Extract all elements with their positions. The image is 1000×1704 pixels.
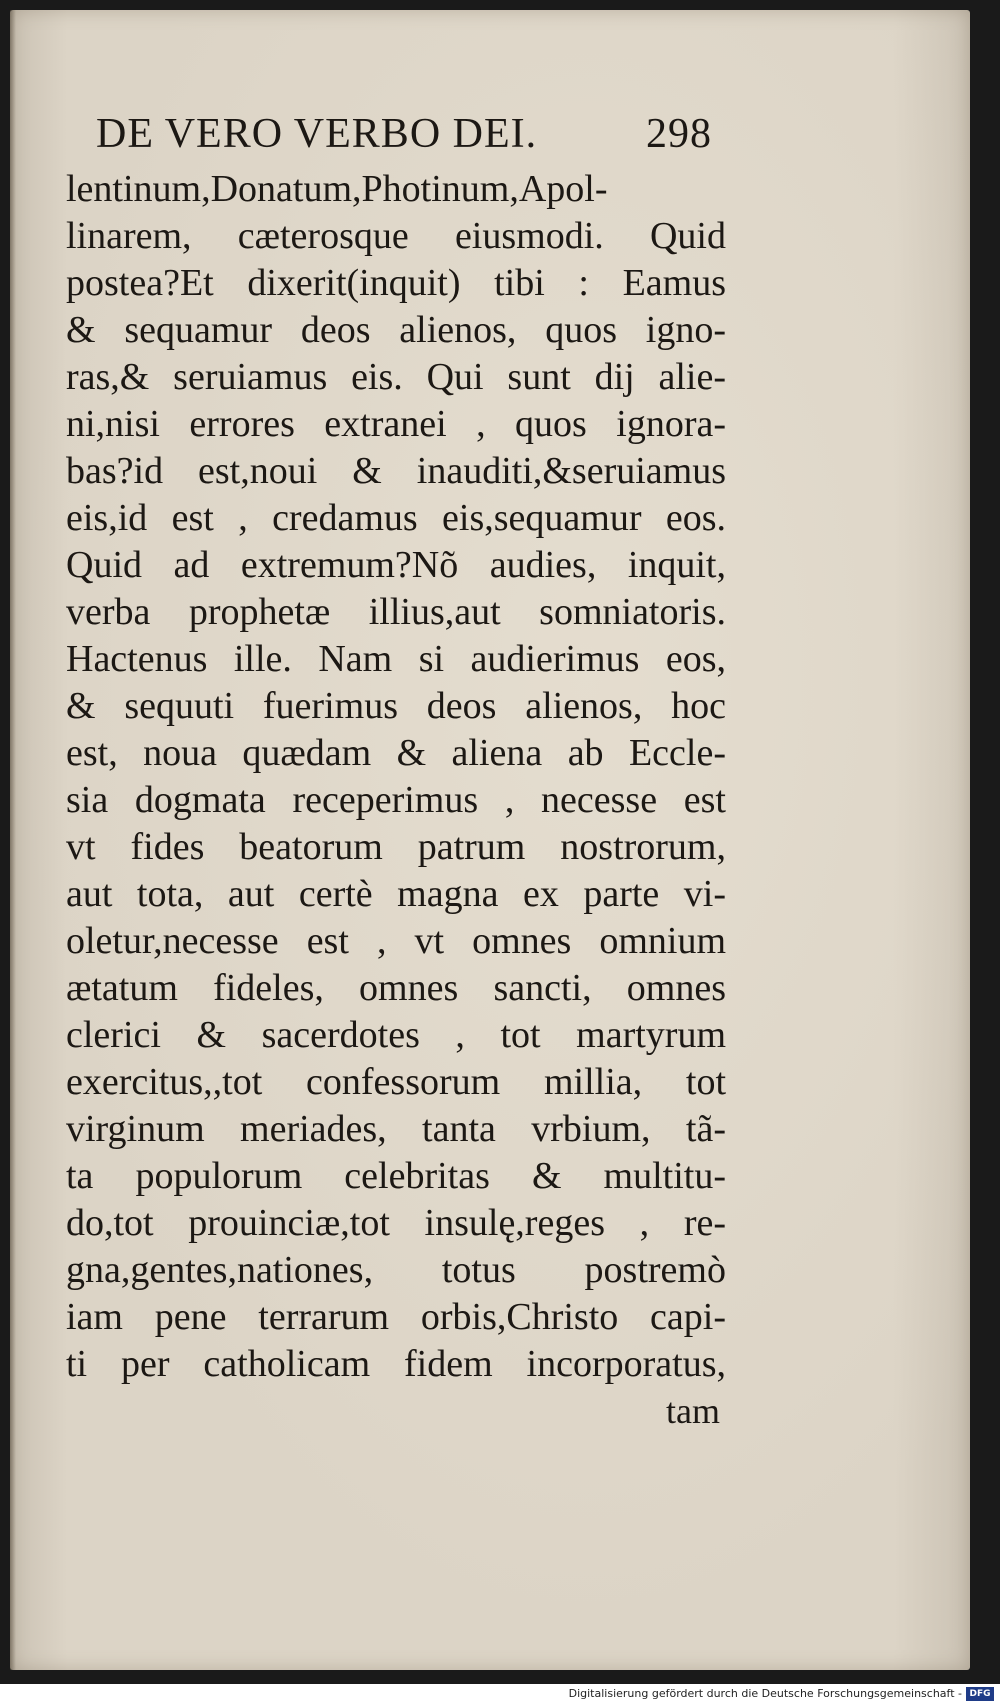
text-line: ætatum fideles, omnes sancti, omnes xyxy=(66,967,726,1009)
text-line: ti per catholicam fidem incorporatus, xyxy=(66,1343,726,1385)
text-line: lentinum,Donatum,Photinum,Apol- xyxy=(66,168,608,210)
text-block xyxy=(66,110,726,1435)
footer-credit: Digitalisierung gefördert durch die Deutsche Forschungsgemeinschaft - xyxy=(568,1687,962,1700)
text-line: aut tota, aut certè magna ex parte vi- xyxy=(66,873,726,915)
dfg-logo: DFG xyxy=(966,1687,994,1701)
text-line: bas?id est,noui & inauditi,&seruiamus xyxy=(66,450,726,492)
text-line: exercitus,,tot confessorum millia, tot xyxy=(66,1061,726,1103)
text-line: Quid ad extremum?Nõ audies, inquit, xyxy=(66,544,726,586)
catchword: tam xyxy=(666,1391,720,1431)
page-edge-shadow xyxy=(10,10,16,1670)
page-header xyxy=(66,110,726,166)
book-page xyxy=(10,10,970,1670)
text-line: ta populorum celebritas & multitu- xyxy=(66,1155,726,1197)
footer-bar xyxy=(0,1684,1000,1704)
text-line: do,tot prouinciæ,tot insulę,reges , re- xyxy=(66,1202,726,1244)
text-line: clerici & sacerdotes , tot martyrum xyxy=(66,1014,726,1056)
text-line: & sequuti fuerimus deos alienos, hoc xyxy=(66,685,726,727)
text-line: gna,gentes,nationes, totus postremò xyxy=(66,1249,726,1291)
text-line: ras,& seruiamus eis. Qui sunt dij alie- xyxy=(66,356,726,398)
text-line: vt fides beatorum patrum nostrorum, xyxy=(66,826,726,868)
page-number: 298 xyxy=(646,111,712,157)
running-head: DE VERO VERBO DEI. xyxy=(96,111,538,157)
text-line: verba prophetæ illius,aut somniatoris. xyxy=(66,591,726,633)
text-line: ni,nisi errores extranei , quos ignora- xyxy=(66,403,726,445)
text-line: virginum meriades, tanta vrbium, tã- xyxy=(66,1108,726,1150)
text-line: oletur,necesse est , vt omnes omnium xyxy=(66,920,726,962)
text-line: postea?Et dixerit(inquit) tibi : Eamus xyxy=(66,262,726,304)
text-line: eis,id est , credamus eis,sequamur eos. xyxy=(66,497,726,539)
text-line: Hactenus ille. Nam si audierimus eos, xyxy=(66,638,726,680)
text-line: & sequamur deos alienos, quos igno- xyxy=(66,309,726,351)
text-line: iam pene terrarum orbis,Christo capi- xyxy=(66,1296,726,1338)
text-line: linarem, cæterosque eiusmodi. Quid xyxy=(66,215,726,257)
text-line: est, noua quædam & aliena ab Eccle- xyxy=(66,732,726,774)
text-line: sia dogmata receperimus , necesse est xyxy=(66,779,726,821)
